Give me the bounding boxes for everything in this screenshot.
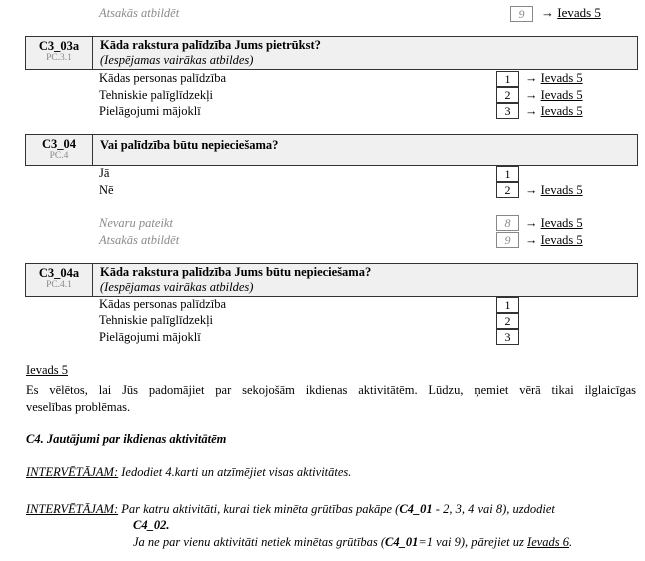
variable-ref: C4_02.	[133, 518, 170, 532]
option-label: Pielāgojumi mājoklī	[99, 330, 201, 344]
skip-instruction	[525, 216, 583, 231]
arrow-icon: →	[541, 5, 554, 20]
question-code-cell	[26, 37, 93, 69]
skip-link[interactable]: Ievads 5	[540, 183, 583, 197]
variable-ref: C4_01	[385, 535, 419, 549]
question-text	[100, 38, 321, 68]
question-code-cell	[26, 264, 93, 296]
skip-link[interactable]: Ievads 5	[540, 216, 583, 230]
question-header	[25, 36, 638, 70]
skip-link[interactable]: Ievads 5	[540, 71, 583, 85]
answer-code-box[interactable]: 9	[496, 232, 519, 248]
instruction-text	[133, 535, 572, 550]
skip-instruction	[525, 233, 583, 248]
question-code: C3_04	[41, 137, 77, 151]
question-text	[100, 138, 278, 153]
option-label: Tehniskie palīglīdzekļi	[99, 88, 214, 102]
pc-code: PC.4.1	[46, 280, 72, 290]
answer-code-box[interactable]: 2	[496, 313, 519, 329]
question-header	[25, 263, 638, 297]
arrow-icon: →	[525, 233, 538, 247]
arrow-icon: →	[525, 88, 538, 102]
option-label: Kādas personas palīdzība	[99, 71, 227, 85]
interviewer-instruction	[26, 502, 555, 517]
answer-code-box[interactable]: 3	[496, 103, 519, 119]
intro-line: veselības problēmas.	[26, 400, 131, 414]
skip-instruction	[525, 71, 583, 86]
interviewer-instruction	[26, 465, 351, 480]
question-title: Kāda rakstura palīdzība Jums pietrūkst?	[100, 38, 321, 52]
interviewer-label: INTERVĒTĀJAM:	[26, 465, 119, 479]
interviewer-label: INTERVĒTĀJAM:	[26, 502, 119, 516]
section-title: C4. Jautājumi par ikdienas aktivitātēm	[26, 432, 227, 446]
option-label: Nevaru pateikt	[99, 216, 173, 230]
skip-instruction	[525, 104, 583, 119]
question-subtitle: (Iespējamas vairākas atbildes)	[100, 280, 254, 294]
arrow-icon: →	[525, 104, 538, 118]
pc-code: PC.4	[49, 151, 69, 161]
answer-code-box[interactable]: 1	[496, 166, 519, 182]
arrow-icon: →	[525, 71, 538, 85]
intro-line: Es vēlētos, lai Jūs padomājiet par sekojošām ikdienas aktivitātēm. Lūdzu, ņemiet vērā tikai ilglaicīgas	[26, 383, 636, 397]
skip-instruction	[525, 183, 583, 198]
answer-code-box[interactable]: 2	[496, 87, 519, 103]
section-heading	[26, 363, 68, 378]
arrow-icon: →	[525, 216, 538, 230]
skip-link[interactable]: Ievads 5	[540, 88, 583, 102]
question-title: Kāda rakstura palīdzība Jums būtu nepieciešama?	[100, 265, 372, 279]
intro-paragraph	[26, 382, 636, 416]
option-label: Nē	[99, 183, 114, 197]
instruction-text: Ja ne par vienu aktivitāti netiek minētas grūtības (	[133, 535, 386, 549]
answer-code-box[interactable]: 1	[496, 297, 519, 313]
refuse-label: Atsakās atbildēt	[99, 6, 180, 20]
option-label: Jā	[99, 166, 110, 180]
arrow-icon: →	[525, 183, 538, 197]
skip-instruction	[525, 88, 583, 103]
punctuation: .	[569, 535, 573, 549]
skip-link[interactable]: Ievads 5	[540, 233, 583, 247]
variable-ref: C4_01	[399, 502, 433, 516]
intro-heading-text: Ievads 5	[26, 363, 68, 377]
answer-code-box: 9	[510, 6, 533, 22]
answer-code-box[interactable]: 2	[496, 182, 519, 198]
skip-instruction	[541, 5, 601, 21]
instruction-text: Iedodiet 4.karti un atzīmējiet visas aktivitātes.	[118, 465, 352, 479]
skip-link[interactable]: Ievads 6	[527, 535, 570, 549]
pc-code: PC.3.1	[46, 53, 72, 63]
question-subtitle: (Iespējamas vairākas atbildes)	[100, 53, 254, 67]
option-label: Tehniskie palīglīdzekļi	[99, 313, 214, 327]
instruction-text: - 2, 3, 4 vai 8), uzdodiet	[432, 502, 555, 516]
question-text	[100, 265, 371, 295]
answer-code-box[interactable]: 3	[496, 329, 519, 345]
question-title: Vai palīdzība būtu nepieciešama?	[100, 138, 279, 152]
question-header	[25, 134, 638, 166]
question-code: C3_04a	[38, 266, 80, 280]
option-label: Atsakās atbildēt	[99, 233, 180, 247]
instruction-text: Par katru aktivitāti, kurai tiek minēta grūtības pakāpe (	[118, 502, 400, 516]
instruction-text: =1 vai 9), pārejiet uz	[418, 535, 528, 549]
answer-code-box[interactable]: 8	[496, 215, 519, 231]
option-label: Kādas personas palīdzība	[99, 297, 227, 311]
question-code-cell	[26, 135, 93, 165]
question-code: C3_03a	[38, 39, 80, 53]
answer-code-box[interactable]: 1	[496, 71, 519, 87]
skip-link[interactable]: Ievads 5	[557, 5, 601, 20]
skip-link[interactable]: Ievads 5	[540, 104, 583, 118]
option-label: Pielāgojumi mājoklī	[99, 104, 201, 118]
